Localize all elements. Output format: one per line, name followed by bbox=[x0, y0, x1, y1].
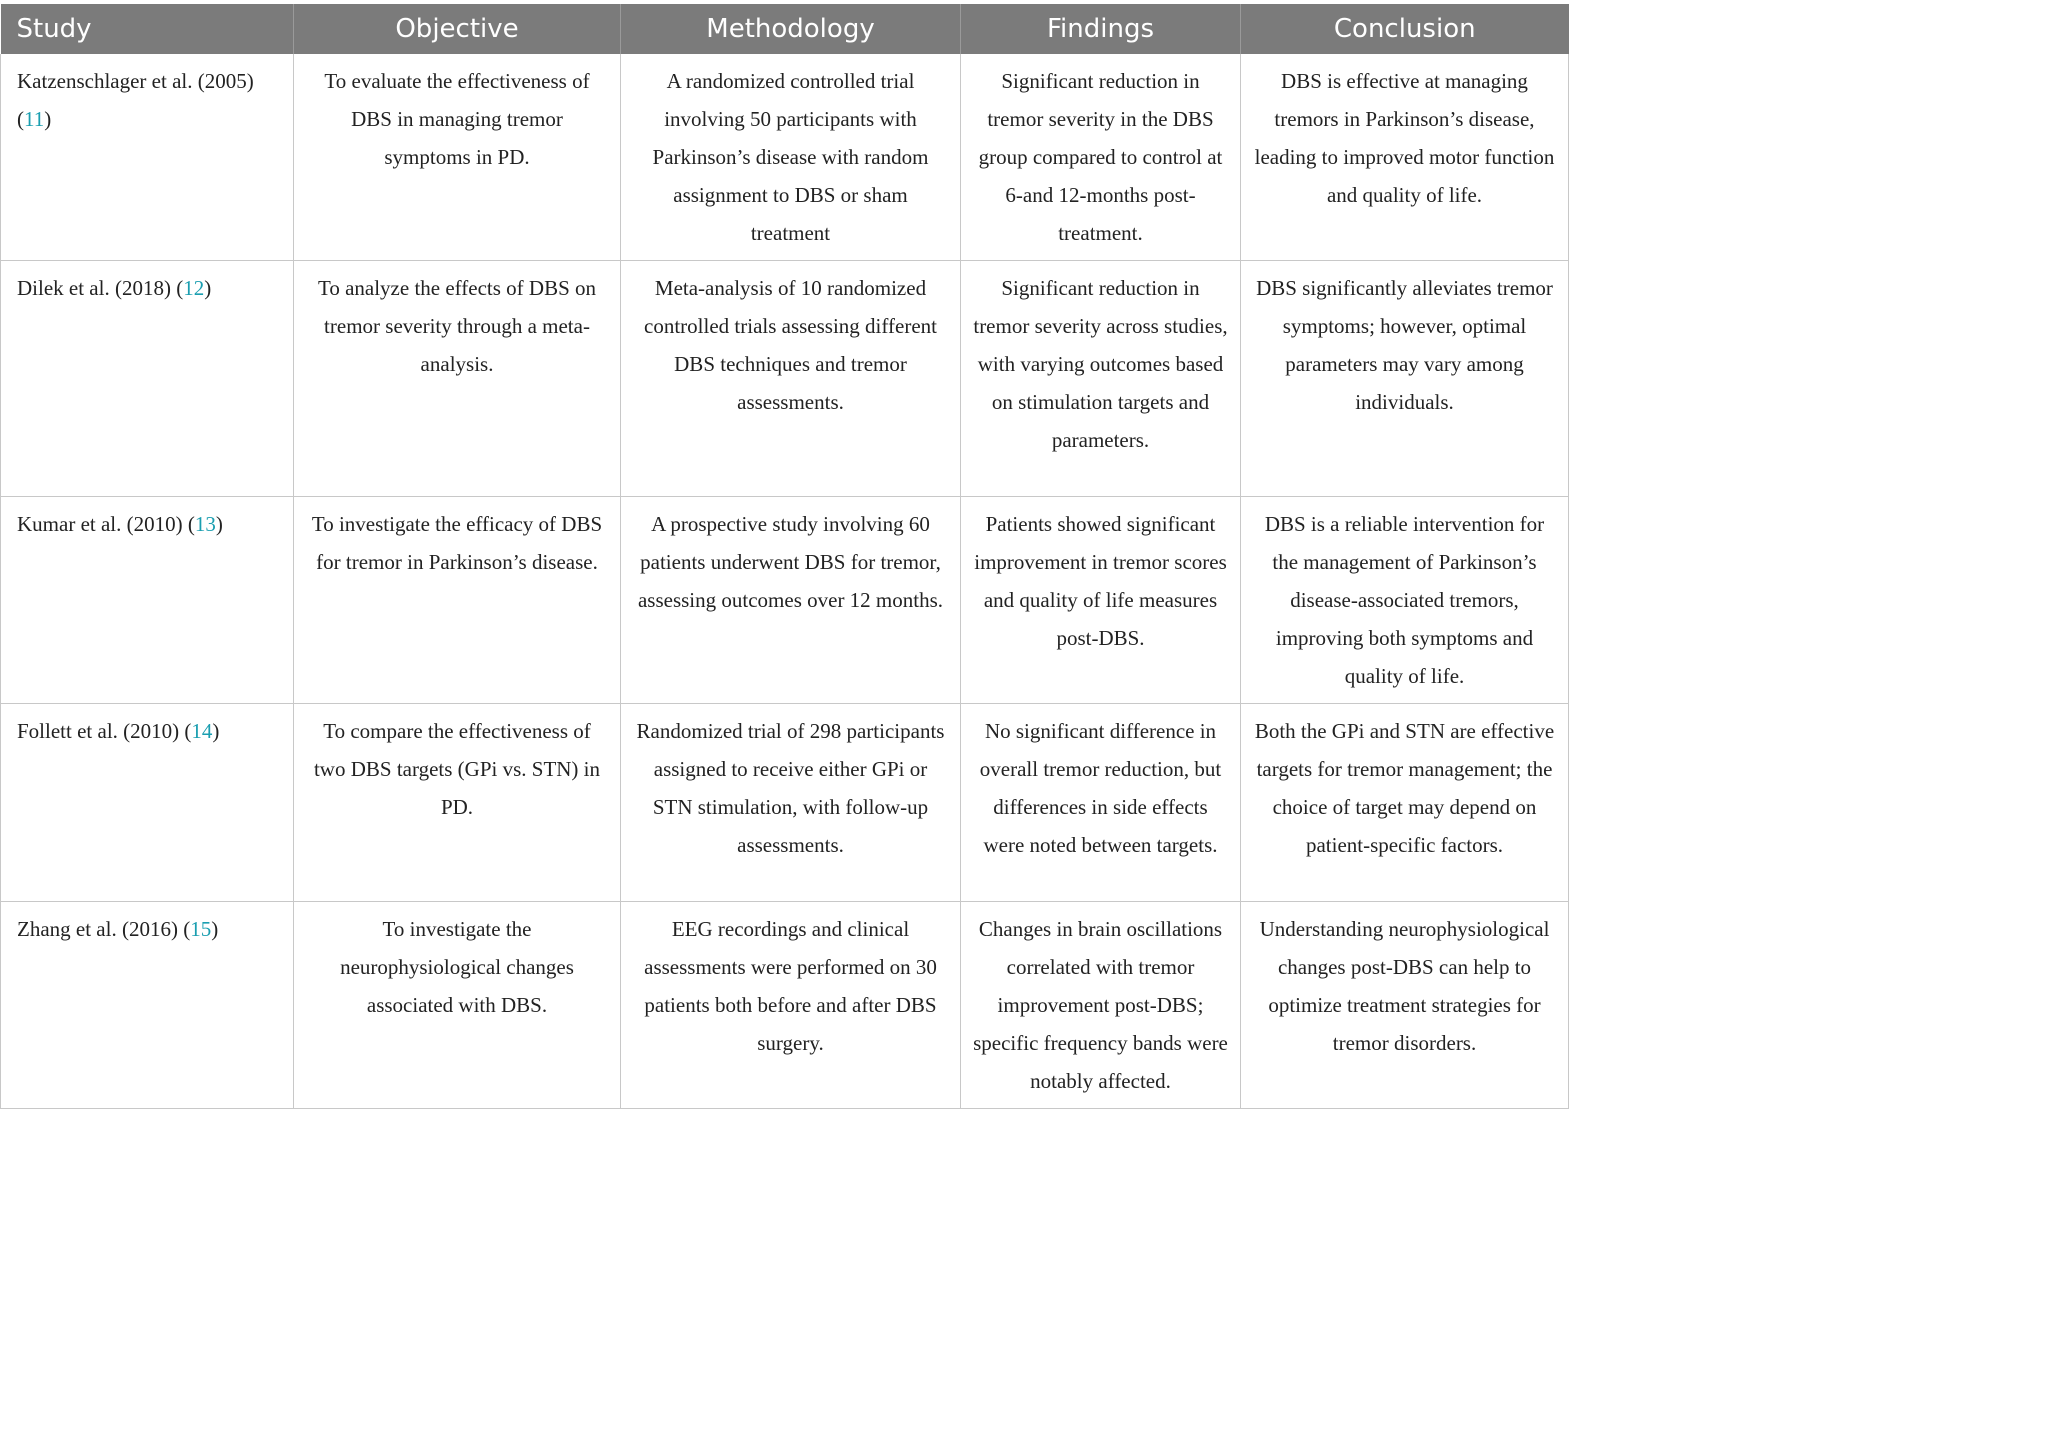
reference-link[interactable]: 12 bbox=[183, 276, 205, 300]
table-row bbox=[1, 54, 1569, 261]
study-cell bbox=[1, 54, 294, 261]
table-row bbox=[1, 704, 1569, 902]
reference-link[interactable]: 11 bbox=[24, 107, 45, 131]
conclusion-cell: DBS significantly alleviates tremor symptoms; however, optimal parameters may vary among individuals. bbox=[1241, 261, 1569, 497]
header-methodology: Methodology bbox=[621, 4, 961, 54]
header-objective: Objective bbox=[294, 4, 621, 54]
objective-cell: To investigate the efficacy of DBS for tremor in Parkinson’s disease. bbox=[294, 497, 621, 704]
study-name: Dilek et al. (2018) ( bbox=[17, 276, 184, 300]
study-cell bbox=[1, 902, 294, 1109]
table-row bbox=[1, 902, 1569, 1109]
reference-link[interactable]: 13 bbox=[194, 512, 216, 536]
findings-cell: No significant difference in overall tremor reduction, but differences in side effects were noted between targets. bbox=[961, 704, 1241, 902]
objective-cell: To investigate the neurophysiological changes associated with DBS. bbox=[294, 902, 621, 1109]
objective-cell: To evaluate the effectiveness of DBS in managing tremor symptoms in PD. bbox=[294, 54, 621, 261]
studies-table bbox=[0, 4, 1569, 1109]
study-cell bbox=[1, 704, 294, 902]
study-suffix: ) bbox=[44, 107, 52, 131]
study-name: Katzenschlager et al. (2005) ( bbox=[17, 69, 254, 131]
findings-cell: Changes in brain oscillations correlated with tremor improvement post-DBS; specific frequency bands were notably affected. bbox=[961, 902, 1241, 1109]
study-suffix: ) bbox=[212, 719, 220, 743]
header-findings: Findings bbox=[961, 4, 1241, 54]
study-name: Zhang et al. (2016) ( bbox=[17, 917, 191, 941]
methodology-cell: Meta-analysis of 10 randomized controlled trials assessing different DBS techniques and tremor assessments. bbox=[621, 261, 961, 497]
reference-link[interactable]: 15 bbox=[190, 917, 212, 941]
study-suffix: ) bbox=[211, 917, 219, 941]
conclusion-cell: Understanding neurophysiological changes post-DBS can help to optimize treatment strategies for tremor disorders. bbox=[1241, 902, 1569, 1109]
studies-table-container bbox=[0, 4, 1568, 1109]
study-name: Follett et al. (2010) ( bbox=[17, 719, 192, 743]
study-cell bbox=[1, 261, 294, 497]
reference-link[interactable]: 14 bbox=[191, 719, 213, 743]
table-row bbox=[1, 261, 1569, 497]
conclusion-cell: Both the GPi and STN are effective targets for tremor management; the choice of target may depend on patient-specific factors. bbox=[1241, 704, 1569, 902]
methodology-cell: A prospective study involving 60 patients underwent DBS for tremor, assessing outcomes over 12 months. bbox=[621, 497, 961, 704]
objective-cell: To analyze the effects of DBS on tremor severity through a meta-analysis. bbox=[294, 261, 621, 497]
objective-cell: To compare the effectiveness of two DBS targets (GPi vs. STN) in PD. bbox=[294, 704, 621, 902]
header-row bbox=[1, 4, 1569, 54]
header-study: Study bbox=[1, 4, 294, 54]
conclusion-cell: DBS is effective at managing tremors in Parkinson’s disease, leading to improved motor function and quality of life. bbox=[1241, 54, 1569, 261]
header-conclusion: Conclusion bbox=[1241, 4, 1569, 54]
findings-cell: Patients showed significant improvement in tremor scores and quality of life measures post-DBS. bbox=[961, 497, 1241, 704]
table-row bbox=[1, 497, 1569, 704]
findings-cell: Significant reduction in tremor severity in the DBS group compared to control at 6-and 12-months post-treatment. bbox=[961, 54, 1241, 261]
findings-cell: Significant reduction in tremor severity across studies, with varying outcomes based on stimulation targets and parameters. bbox=[961, 261, 1241, 497]
conclusion-cell: DBS is a reliable intervention for the management of Parkinson’s disease-associated tremors, improving both symptoms and quality of life. bbox=[1241, 497, 1569, 704]
methodology-cell: EEG recordings and clinical assessments were performed on 30 patients both before and after DBS surgery. bbox=[621, 902, 961, 1109]
study-suffix: ) bbox=[204, 276, 212, 300]
study-cell bbox=[1, 497, 294, 704]
methodology-cell: Randomized trial of 298 participants assigned to receive either GPi or STN stimulation, with follow-up assessments. bbox=[621, 704, 961, 902]
table-header bbox=[1, 4, 1569, 54]
methodology-cell: A randomized controlled trial involving 50 participants with Parkinson’s disease with random assignment to DBS or sham treatment bbox=[621, 54, 961, 261]
study-suffix: ) bbox=[215, 512, 223, 536]
table-body bbox=[1, 54, 1569, 1109]
study-name: Kumar et al. (2010) ( bbox=[17, 512, 195, 536]
